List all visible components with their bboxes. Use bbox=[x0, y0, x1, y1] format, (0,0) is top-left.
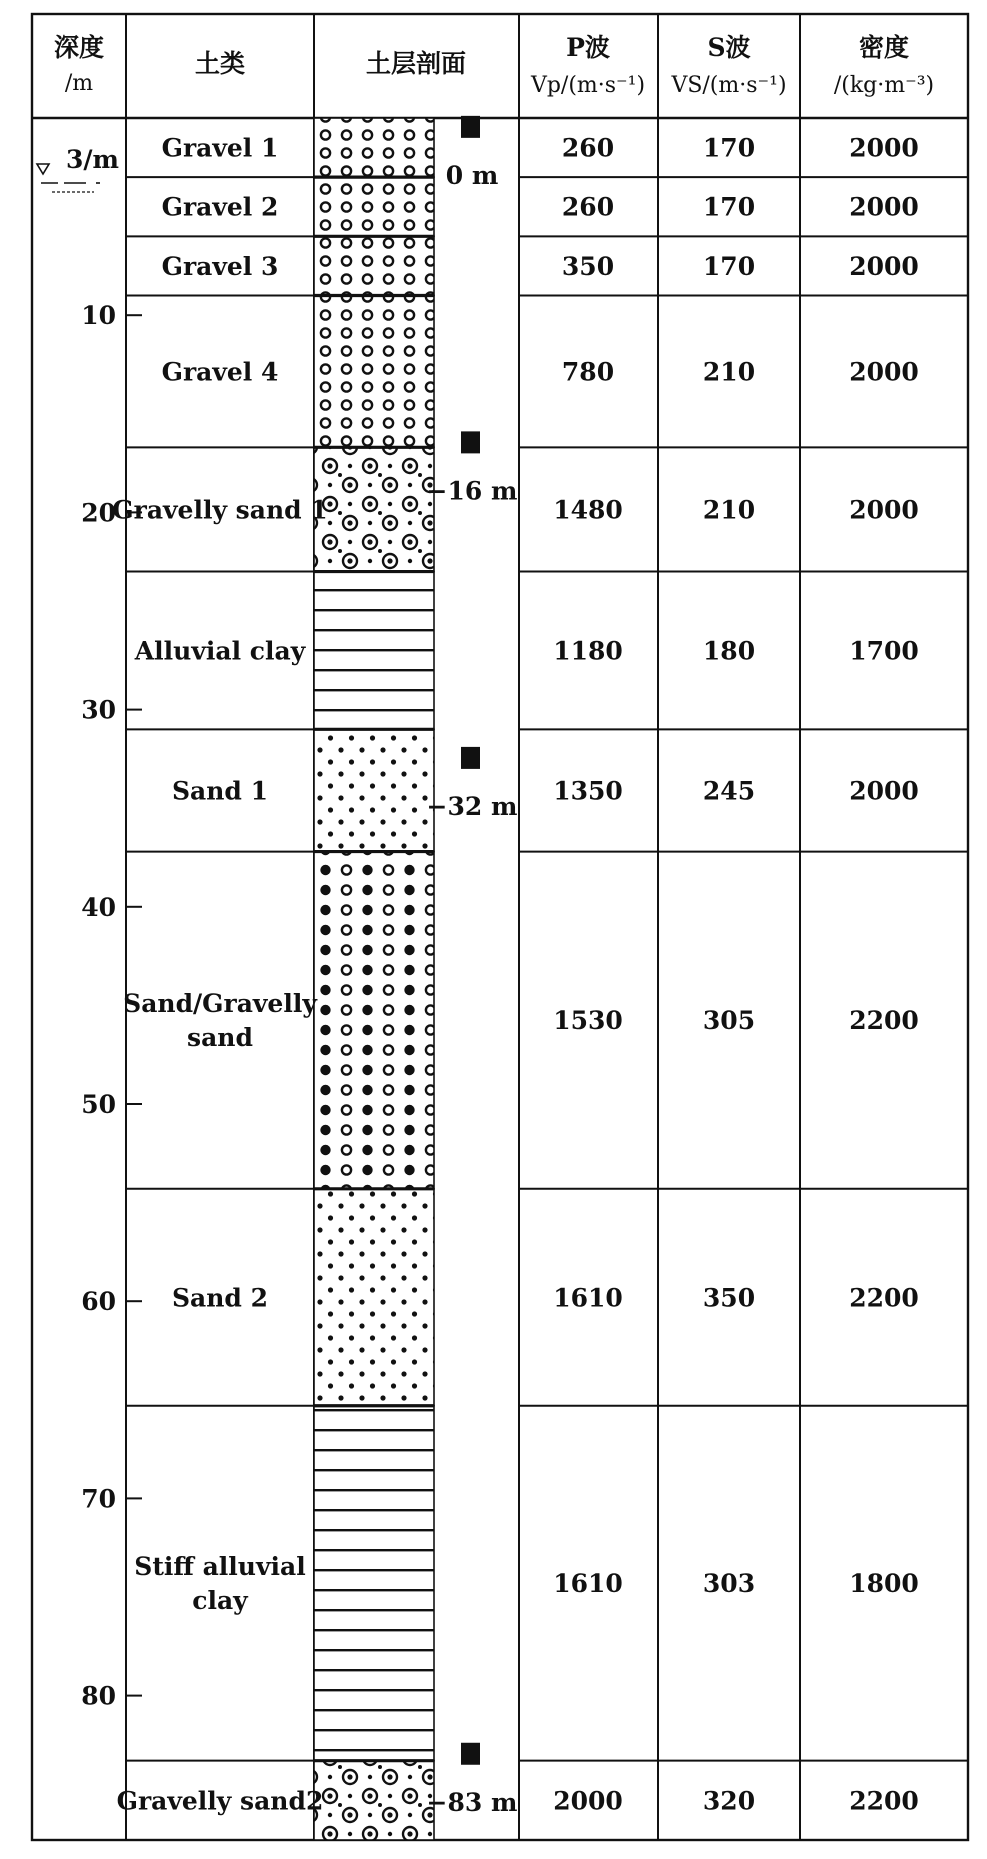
depth-tick-label: 20 bbox=[81, 498, 116, 528]
cell-density: 2000 bbox=[849, 495, 919, 525]
cell-vp: 260 bbox=[561, 133, 615, 163]
header-p-wave-unit: Vp/(m·s⁻¹) bbox=[530, 73, 646, 98]
cell-vp: 2000 bbox=[553, 1786, 623, 1816]
profile-layer-sand-gravel bbox=[314, 852, 434, 1189]
cell-density: 1700 bbox=[849, 636, 919, 666]
profile-layer-gravel bbox=[314, 118, 434, 177]
profile-layer-gravel bbox=[314, 295, 434, 447]
soil-name: clay bbox=[192, 1586, 248, 1616]
soil-name: Sand 1 bbox=[171, 776, 269, 806]
cell-density: 1800 bbox=[849, 1569, 919, 1599]
cell-vs: 170 bbox=[702, 251, 756, 281]
cell-vs: 305 bbox=[702, 1006, 756, 1036]
header-p-wave: P波 bbox=[566, 33, 610, 62]
elevation-marker-icon bbox=[461, 431, 480, 453]
depth-tick-label: 40 bbox=[81, 892, 116, 922]
cell-vp: 1610 bbox=[553, 1569, 623, 1599]
cell-vp: 1350 bbox=[553, 776, 623, 806]
header-density: 密度 bbox=[858, 33, 910, 62]
profile-column bbox=[314, 118, 434, 1840]
cell-vs: 320 bbox=[702, 1786, 756, 1816]
depth-tick-label: 50 bbox=[81, 1090, 116, 1119]
header-depth: 深度 bbox=[53, 33, 105, 62]
soil-name: sand bbox=[187, 1023, 253, 1053]
profile-layer-sand bbox=[314, 729, 434, 851]
elevation-label: −16 m bbox=[426, 476, 518, 506]
cell-vs: 210 bbox=[702, 495, 756, 525]
profile-layer-clay bbox=[314, 572, 434, 730]
cell-density: 2200 bbox=[849, 1006, 919, 1036]
soil-name: Alluvial clay bbox=[134, 636, 306, 666]
cell-vs: 180 bbox=[702, 636, 756, 666]
elevation-label: −32 m bbox=[426, 791, 518, 821]
header-density-unit: /(kg·m⁻³) bbox=[833, 73, 935, 98]
elevation-marker-icon bbox=[461, 116, 480, 138]
cell-density: 2000 bbox=[849, 192, 919, 222]
profile-layer-sand bbox=[314, 1189, 434, 1406]
profile-layer-clay bbox=[314, 1406, 434, 1761]
cell-vp: 1180 bbox=[553, 636, 623, 666]
header-soil-type: 土类 bbox=[194, 49, 246, 78]
profile-layer-gravel bbox=[314, 236, 434, 295]
depth-tick-label: 80 bbox=[81, 1681, 116, 1711]
soil-name: Gravel 3 bbox=[161, 251, 279, 281]
header-profile: 土层剖面 bbox=[365, 49, 467, 78]
water-table-label: 3/m bbox=[66, 145, 119, 174]
soil-name: Gravel 2 bbox=[161, 192, 279, 222]
cell-vs: 170 bbox=[702, 133, 756, 163]
profile-layer-gravel bbox=[314, 177, 434, 236]
elevation-label: 0 m bbox=[445, 160, 499, 190]
depth-tick-label: 30 bbox=[81, 695, 116, 725]
cell-vp: 1530 bbox=[553, 1006, 623, 1036]
cell-vp: 1610 bbox=[553, 1283, 623, 1313]
soil-name: Sand 2 bbox=[171, 1283, 269, 1313]
depth-tick-label: 70 bbox=[81, 1484, 116, 1514]
cell-vp: 780 bbox=[561, 357, 615, 387]
soil-name: Gravelly sand2 bbox=[116, 1786, 324, 1816]
depth-tick-label: 10 bbox=[81, 301, 116, 331]
soil-name: Gravelly sand 1 bbox=[112, 495, 328, 525]
cell-vs: 210 bbox=[702, 357, 756, 387]
cell-density: 2000 bbox=[849, 251, 919, 281]
header-depth-unit: /m bbox=[64, 71, 94, 96]
cell-density: 2000 bbox=[849, 133, 919, 163]
cell-vp: 350 bbox=[561, 251, 615, 281]
cell-density: 2200 bbox=[849, 1786, 919, 1816]
elevation-marker-icon bbox=[461, 747, 480, 769]
depth-tick-label: 60 bbox=[81, 1287, 116, 1317]
cell-vp: 260 bbox=[561, 192, 615, 222]
cell-vs: 170 bbox=[702, 192, 756, 222]
profile-layer-gravelly-sand bbox=[314, 1761, 434, 1840]
cell-vs: 303 bbox=[702, 1569, 756, 1599]
cell-vp: 1480 bbox=[553, 495, 623, 525]
elevation-label: −83 m bbox=[426, 1787, 518, 1817]
cell-density: 2200 bbox=[849, 1283, 919, 1313]
soil-name: Gravel 4 bbox=[161, 357, 279, 387]
cell-density: 2000 bbox=[849, 776, 919, 806]
elevation-marker-icon bbox=[461, 1743, 480, 1765]
soil-name: Stiff alluvial bbox=[134, 1552, 306, 1582]
header-s-wave-unit: VS/(m·s⁻¹) bbox=[671, 73, 787, 98]
header-s-wave: S波 bbox=[707, 33, 751, 62]
soil-name: Sand/Gravelly bbox=[123, 989, 317, 1019]
profile-layer-gravelly-sand bbox=[314, 447, 434, 571]
soil-name: Gravel 1 bbox=[161, 133, 279, 163]
cell-vs: 350 bbox=[702, 1283, 756, 1313]
cell-vs: 245 bbox=[702, 776, 756, 806]
cell-density: 2000 bbox=[849, 357, 919, 387]
